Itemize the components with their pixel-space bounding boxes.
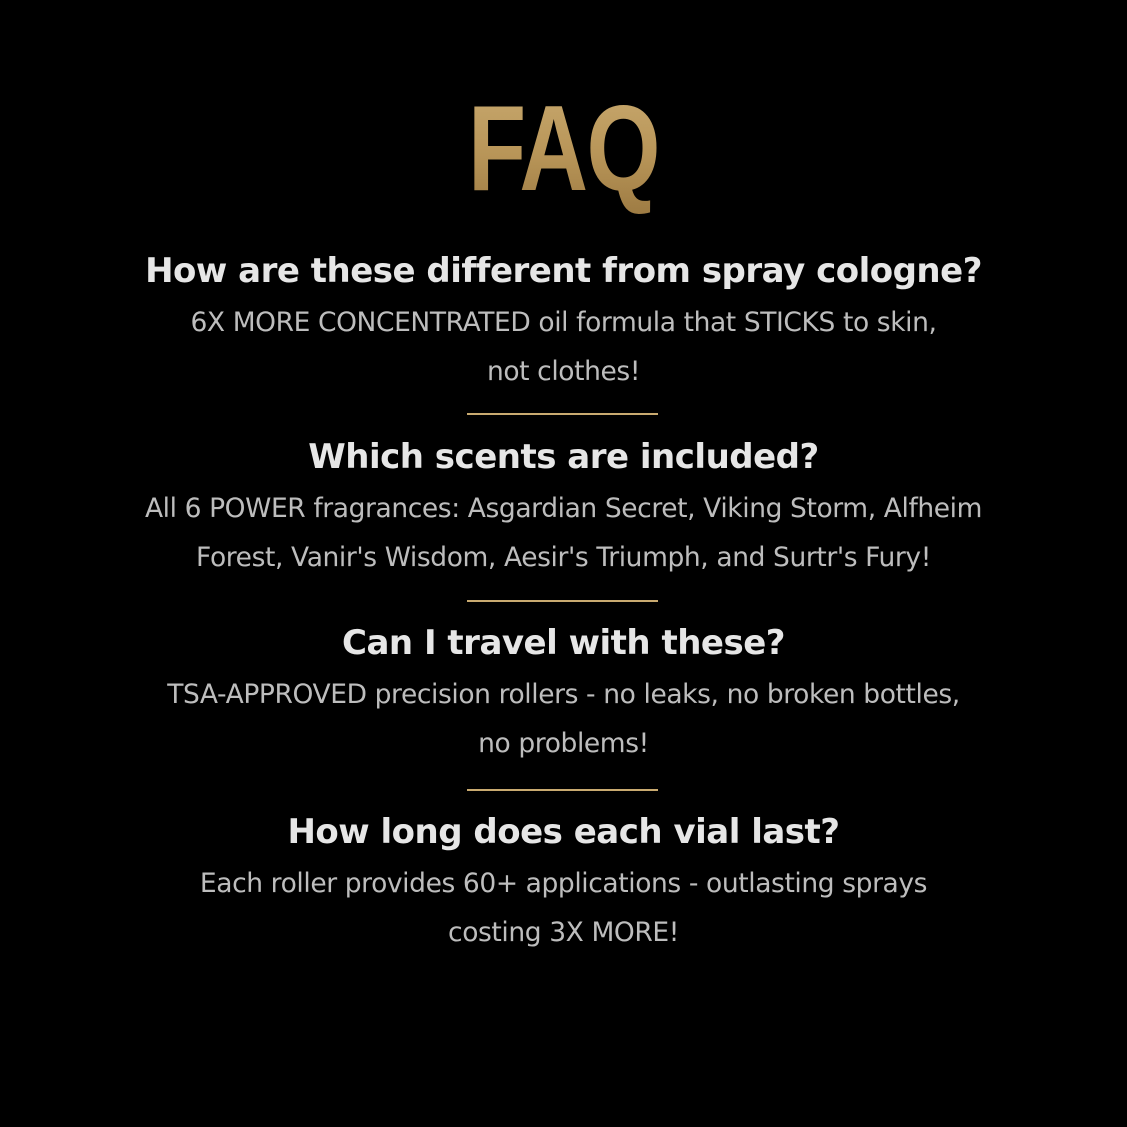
faq-answer xyxy=(0,298,1127,396)
faq-item xyxy=(0,434,1127,582)
faq-question: Which scents are included? xyxy=(308,437,819,477)
faq-item xyxy=(0,620,1127,768)
faq-answer xyxy=(0,859,1127,957)
faq-answer xyxy=(0,484,1127,582)
gold-divider xyxy=(467,789,658,791)
faq-answer-line: Each roller provides 60+ applications - outlasting sprays xyxy=(199,868,928,899)
faq-item xyxy=(0,248,1127,396)
gold-divider xyxy=(467,600,658,602)
gold-divider xyxy=(467,413,658,415)
faq-answer-line: not clothes! xyxy=(486,356,641,387)
faq-item xyxy=(0,809,1127,957)
faq-question: How long does each vial last? xyxy=(287,812,840,852)
faq-answer-line: Forest, Vanir's Wisdom, Aesir's Triumph, and Surtr's Fury! xyxy=(196,542,931,573)
faq-question: How are these different from spray cologne? xyxy=(145,251,982,291)
faq-answer-line: 6X MORE CONCENTRATED oil formula that STICKS to skin, xyxy=(190,307,937,338)
faq-answer xyxy=(0,670,1127,768)
faq-answer-line: no problems! xyxy=(478,728,649,759)
faq-answer-line: TSA-APPROVED precision rollers - no leaks, no broken bottles, xyxy=(167,679,960,710)
faq-title: FAQ xyxy=(124,78,1003,218)
faq-answer-line: costing 3X MORE! xyxy=(448,917,679,948)
faq-answer-line: All 6 POWER fragrances: Asgardian Secret, Viking Storm, Alfheim xyxy=(144,493,983,524)
faq-question: Can I travel with these? xyxy=(342,623,785,663)
